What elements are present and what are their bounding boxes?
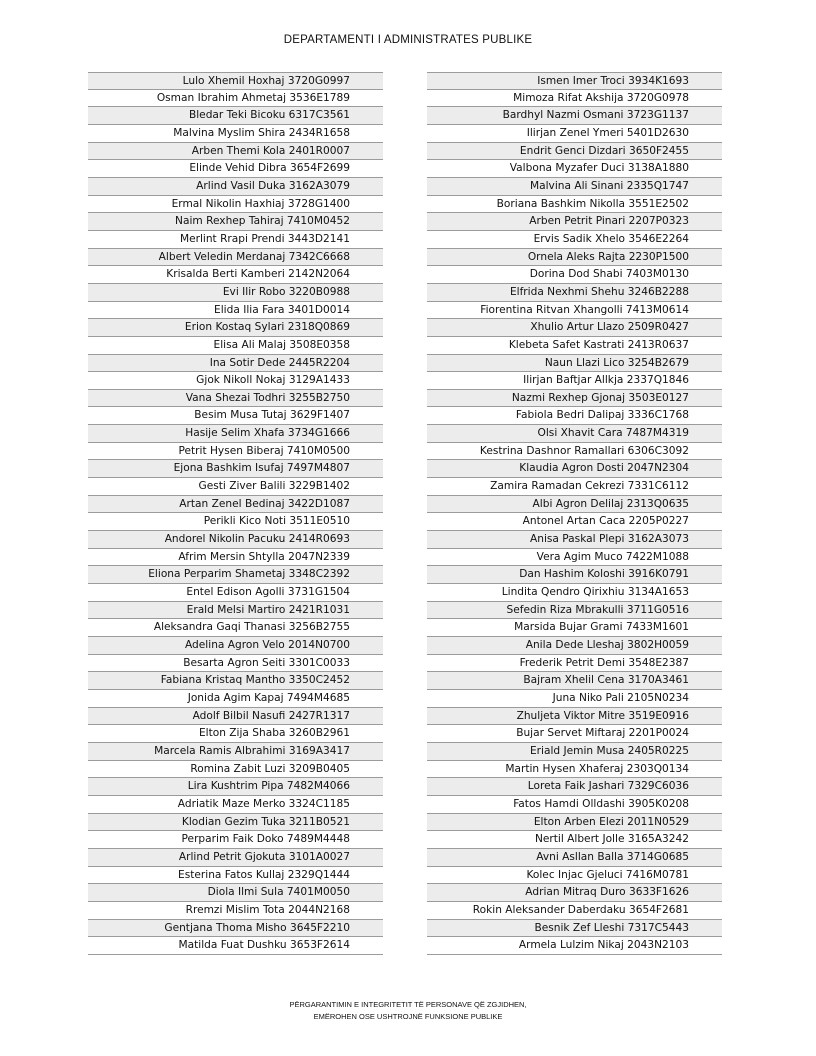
list-item: Dan Hashim Koloshi 3916K0791 bbox=[427, 566, 722, 584]
list-item: Sefedin Riza Mbrakulli 3711G0516 bbox=[427, 602, 722, 620]
list-item: Fabiana Kristaq Mantho 3350C2452 bbox=[88, 672, 383, 690]
list-item: Endrit Genci Dizdari 3650F2455 bbox=[427, 143, 722, 161]
list-item: Valbona Myzafer Duci 3138A1880 bbox=[427, 160, 722, 178]
list-item: Adriatik Maze Merko 3324C1185 bbox=[88, 796, 383, 814]
list-item: Albi Agron Delilaj 2313Q0635 bbox=[427, 496, 722, 514]
list-item: Gentjana Thoma Misho 3645F2210 bbox=[88, 920, 383, 938]
list-item: Naim Rexhep Tahiraj 7410M0452 bbox=[88, 213, 383, 231]
list-item: Gesti Ziver Balili 3229B1402 bbox=[88, 478, 383, 496]
list-item: Loreta Faik Jashari 7329C6036 bbox=[427, 778, 722, 796]
list-item: Elton Arben Elezi 2011N0529 bbox=[427, 814, 722, 832]
list-item: Kolec Injac Gjeluci 7416M0781 bbox=[427, 867, 722, 885]
list-item: Esterina Fatos Kullaj 2329Q1444 bbox=[88, 867, 383, 885]
list-item: Andorel Nikolin Pacuku 2414R0693 bbox=[88, 531, 383, 549]
list-item: Eliona Perparim Shametaj 3348C2392 bbox=[88, 566, 383, 584]
list-item: Naun Llazi Lico 3254B2679 bbox=[427, 355, 722, 373]
list-item: Rokin Aleksander Daberdaku 3654F2681 bbox=[427, 902, 722, 920]
list-item: Bajram Xhelil Cena 3170A3461 bbox=[427, 672, 722, 690]
list-item: Juna Niko Pali 2105N0234 bbox=[427, 690, 722, 708]
list-item: Hasije Selim Xhafa 3734G1666 bbox=[88, 425, 383, 443]
footer-line-1: PËRGARANTIMIN E INTEGRITETIT TË PERSONAVE QË ZGJIDHEN, bbox=[289, 1000, 527, 1009]
list-item: Adelina Agron Velo 2014N0700 bbox=[88, 637, 383, 655]
list-item: Osman Ibrahim Ahmetaj 3536E1789 bbox=[88, 90, 383, 108]
list-item: Dorina Dod Shabi 7403M0130 bbox=[427, 266, 722, 284]
list-item: Martin Hysen Xhaferaj 2303Q0134 bbox=[427, 761, 722, 779]
list-item: Arlind Vasil Duka 3162A3079 bbox=[88, 178, 383, 196]
list-item: Elinde Vehid Dibra 3654F2699 bbox=[88, 160, 383, 178]
list-item: Petrit Hysen Biberaj 7410M0500 bbox=[88, 443, 383, 461]
list-item: Frederik Petrit Demi 3548E2387 bbox=[427, 655, 722, 673]
list-item: Rremzi Mislim Tota 2044N2168 bbox=[88, 902, 383, 920]
list-item: Antonel Artan Caca 2205P0227 bbox=[427, 513, 722, 531]
list-item: Lulo Xhemil Hoxhaj 3720G0997 bbox=[88, 72, 383, 90]
list-item: Xhulio Artur Llazo 2509R0427 bbox=[427, 319, 722, 337]
list-item: Aleksandra Gaqi Thanasi 3256B2755 bbox=[88, 619, 383, 637]
list-item: Boriana Bashkim Nikolla 3551E2502 bbox=[427, 196, 722, 214]
right-name-column bbox=[427, 72, 722, 955]
list-item: Afrim Mersin Shtylla 2047N2339 bbox=[88, 549, 383, 567]
list-item: Ismen Imer Troci 3934K1693 bbox=[427, 72, 722, 90]
list-item: Erion Kostaq Sylari 2318Q0869 bbox=[88, 319, 383, 337]
page-footer bbox=[0, 999, 816, 1023]
list-item: Ervis Sadik Xhelo 3546E2264 bbox=[427, 231, 722, 249]
list-item: Adolf Bilbil Nasufi 2427R1317 bbox=[88, 708, 383, 726]
list-item: Elfrida Nexhmi Shehu 3246B2288 bbox=[427, 284, 722, 302]
list-item: Lira Kushtrim Pipa 7482M4066 bbox=[88, 778, 383, 796]
list-item: Adrian Mitraq Duro 3633F1626 bbox=[427, 884, 722, 902]
list-item: Perparim Faik Doko 7489M4448 bbox=[88, 831, 383, 849]
list-item: Krisalda Berti Kamberi 2142N2064 bbox=[88, 266, 383, 284]
list-item: Entel Edison Agolli 3731G1504 bbox=[88, 584, 383, 602]
list-item: Avni Asllan Balla 3714G0685 bbox=[427, 849, 722, 867]
list-item: Ejona Bashkim Isufaj 7497M4807 bbox=[88, 460, 383, 478]
list-item: Ermal Nikolin Haxhiaj 3728G1400 bbox=[88, 196, 383, 214]
list-item: Malvina Myslim Shira 2434R1658 bbox=[88, 125, 383, 143]
list-item: Diola Ilmi Sula 7401M0050 bbox=[88, 884, 383, 902]
list-item: Mimoza Rifat Akshija 3720G0978 bbox=[427, 90, 722, 108]
list-item: Bledar Teki Bicoku 6317C3561 bbox=[88, 107, 383, 125]
list-item: Besim Musa Tutaj 3629F1407 bbox=[88, 407, 383, 425]
list-item: Merlint Rrapi Prendi 3443D2141 bbox=[88, 231, 383, 249]
list-item: Romina Zabit Luzi 3209B0405 bbox=[88, 761, 383, 779]
list-item: Kestrina Dashnor Ramallari 6306C3092 bbox=[427, 443, 722, 461]
list-item: Fabiola Bedri Dalipaj 3336C1768 bbox=[427, 407, 722, 425]
list-item: Eriald Jemin Musa 2405R0225 bbox=[427, 743, 722, 761]
list-item: Lindita Qendro Qirixhiu 3134A1653 bbox=[427, 584, 722, 602]
list-item: Perikli Kico Noti 3511E0510 bbox=[88, 513, 383, 531]
list-item: Ilirjan Zenel Ymeri 5401D2630 bbox=[427, 125, 722, 143]
list-item: Albert Veledin Merdanaj 7342C6668 bbox=[88, 249, 383, 267]
list-item: Arlind Petrit Gjokuta 3101A0027 bbox=[88, 849, 383, 867]
list-item: Ina Sotir Dede 2445R2204 bbox=[88, 355, 383, 373]
page-title: DEPARTAMENTI I ADMINISTRATES PUBLIKE bbox=[283, 34, 533, 46]
list-item: Anila Dede Lleshaj 3802H0059 bbox=[427, 637, 722, 655]
list-item: Marcela Ramis Albrahimi 3169A3417 bbox=[88, 743, 383, 761]
footer-line-2: EMËROHEN OSE USHTROJNË FUNKSIONE PUBLIKE bbox=[313, 1012, 503, 1021]
list-item: Anisa Paskal Plepi 3162A3073 bbox=[427, 531, 722, 549]
list-item: Evi Ilir Robo 3220B0988 bbox=[88, 284, 383, 302]
list-item: Besarta Agron Seiti 3301C0033 bbox=[88, 655, 383, 673]
list-item: Klebeta Safet Kastrati 2413R0637 bbox=[427, 337, 722, 355]
list-item: Erald Melsi Martiro 2421R1031 bbox=[88, 602, 383, 620]
left-name-column bbox=[88, 72, 383, 955]
list-item: Klodian Gezim Tuka 3211B0521 bbox=[88, 814, 383, 832]
list-item: Klaudia Agron Dosti 2047N2304 bbox=[427, 460, 722, 478]
list-item: Artan Zenel Bedinaj 3422D1087 bbox=[88, 496, 383, 514]
list-item: Arben Petrit Pinari 2207P0323 bbox=[427, 213, 722, 231]
list-item: Fatos Hamdi Olldashi 3905K0208 bbox=[427, 796, 722, 814]
list-item: Vana Shezai Todhri 3255B2750 bbox=[88, 390, 383, 408]
list-item: Jonida Agim Kapaj 7494M4685 bbox=[88, 690, 383, 708]
list-item: Matilda Fuat Dushku 3653F2614 bbox=[88, 937, 383, 955]
list-item: Nazmi Rexhep Gjonaj 3503E0127 bbox=[427, 390, 722, 408]
list-item: Elisa Ali Malaj 3508E0358 bbox=[88, 337, 383, 355]
list-item: Fiorentina Ritvan Xhangolli 7413M0614 bbox=[427, 302, 722, 320]
list-item: Elida Ilia Fara 3401D0014 bbox=[88, 302, 383, 320]
list-item: Marsida Bujar Grami 7433M1601 bbox=[427, 619, 722, 637]
list-item: Arben Themi Kola 2401R0007 bbox=[88, 143, 383, 161]
list-item: Besnik Zef Lleshi 7317C5443 bbox=[427, 920, 722, 938]
list-item: Ornela Aleks Rajta 2230P1500 bbox=[427, 249, 722, 267]
list-item: Nertil Albert Jolle 3165A3242 bbox=[427, 831, 722, 849]
list-item: Bardhyl Nazmi Osmani 3723G1137 bbox=[427, 107, 722, 125]
list-item: Olsi Xhavit Cara 7487M4319 bbox=[427, 425, 722, 443]
list-item: Bujar Servet Miftaraj 2201P0024 bbox=[427, 725, 722, 743]
list-item: Malvina Ali Sinani 2335Q1747 bbox=[427, 178, 722, 196]
list-item: Ilirjan Baftjar Allkja 2337Q1846 bbox=[427, 372, 722, 390]
list-item: Armela Lulzim Nikaj 2043N2103 bbox=[427, 937, 722, 955]
list-item: Vera Agim Muco 7422M1088 bbox=[427, 549, 722, 567]
list-item: Zhuljeta Viktor Mitre 3519E0916 bbox=[427, 708, 722, 726]
list-item: Elton Zija Shaba 3260B2961 bbox=[88, 725, 383, 743]
list-item: Gjok Nikoll Nokaj 3129A1433 bbox=[88, 372, 383, 390]
list-item: Zamira Ramadan Cekrezi 7331C6112 bbox=[427, 478, 722, 496]
